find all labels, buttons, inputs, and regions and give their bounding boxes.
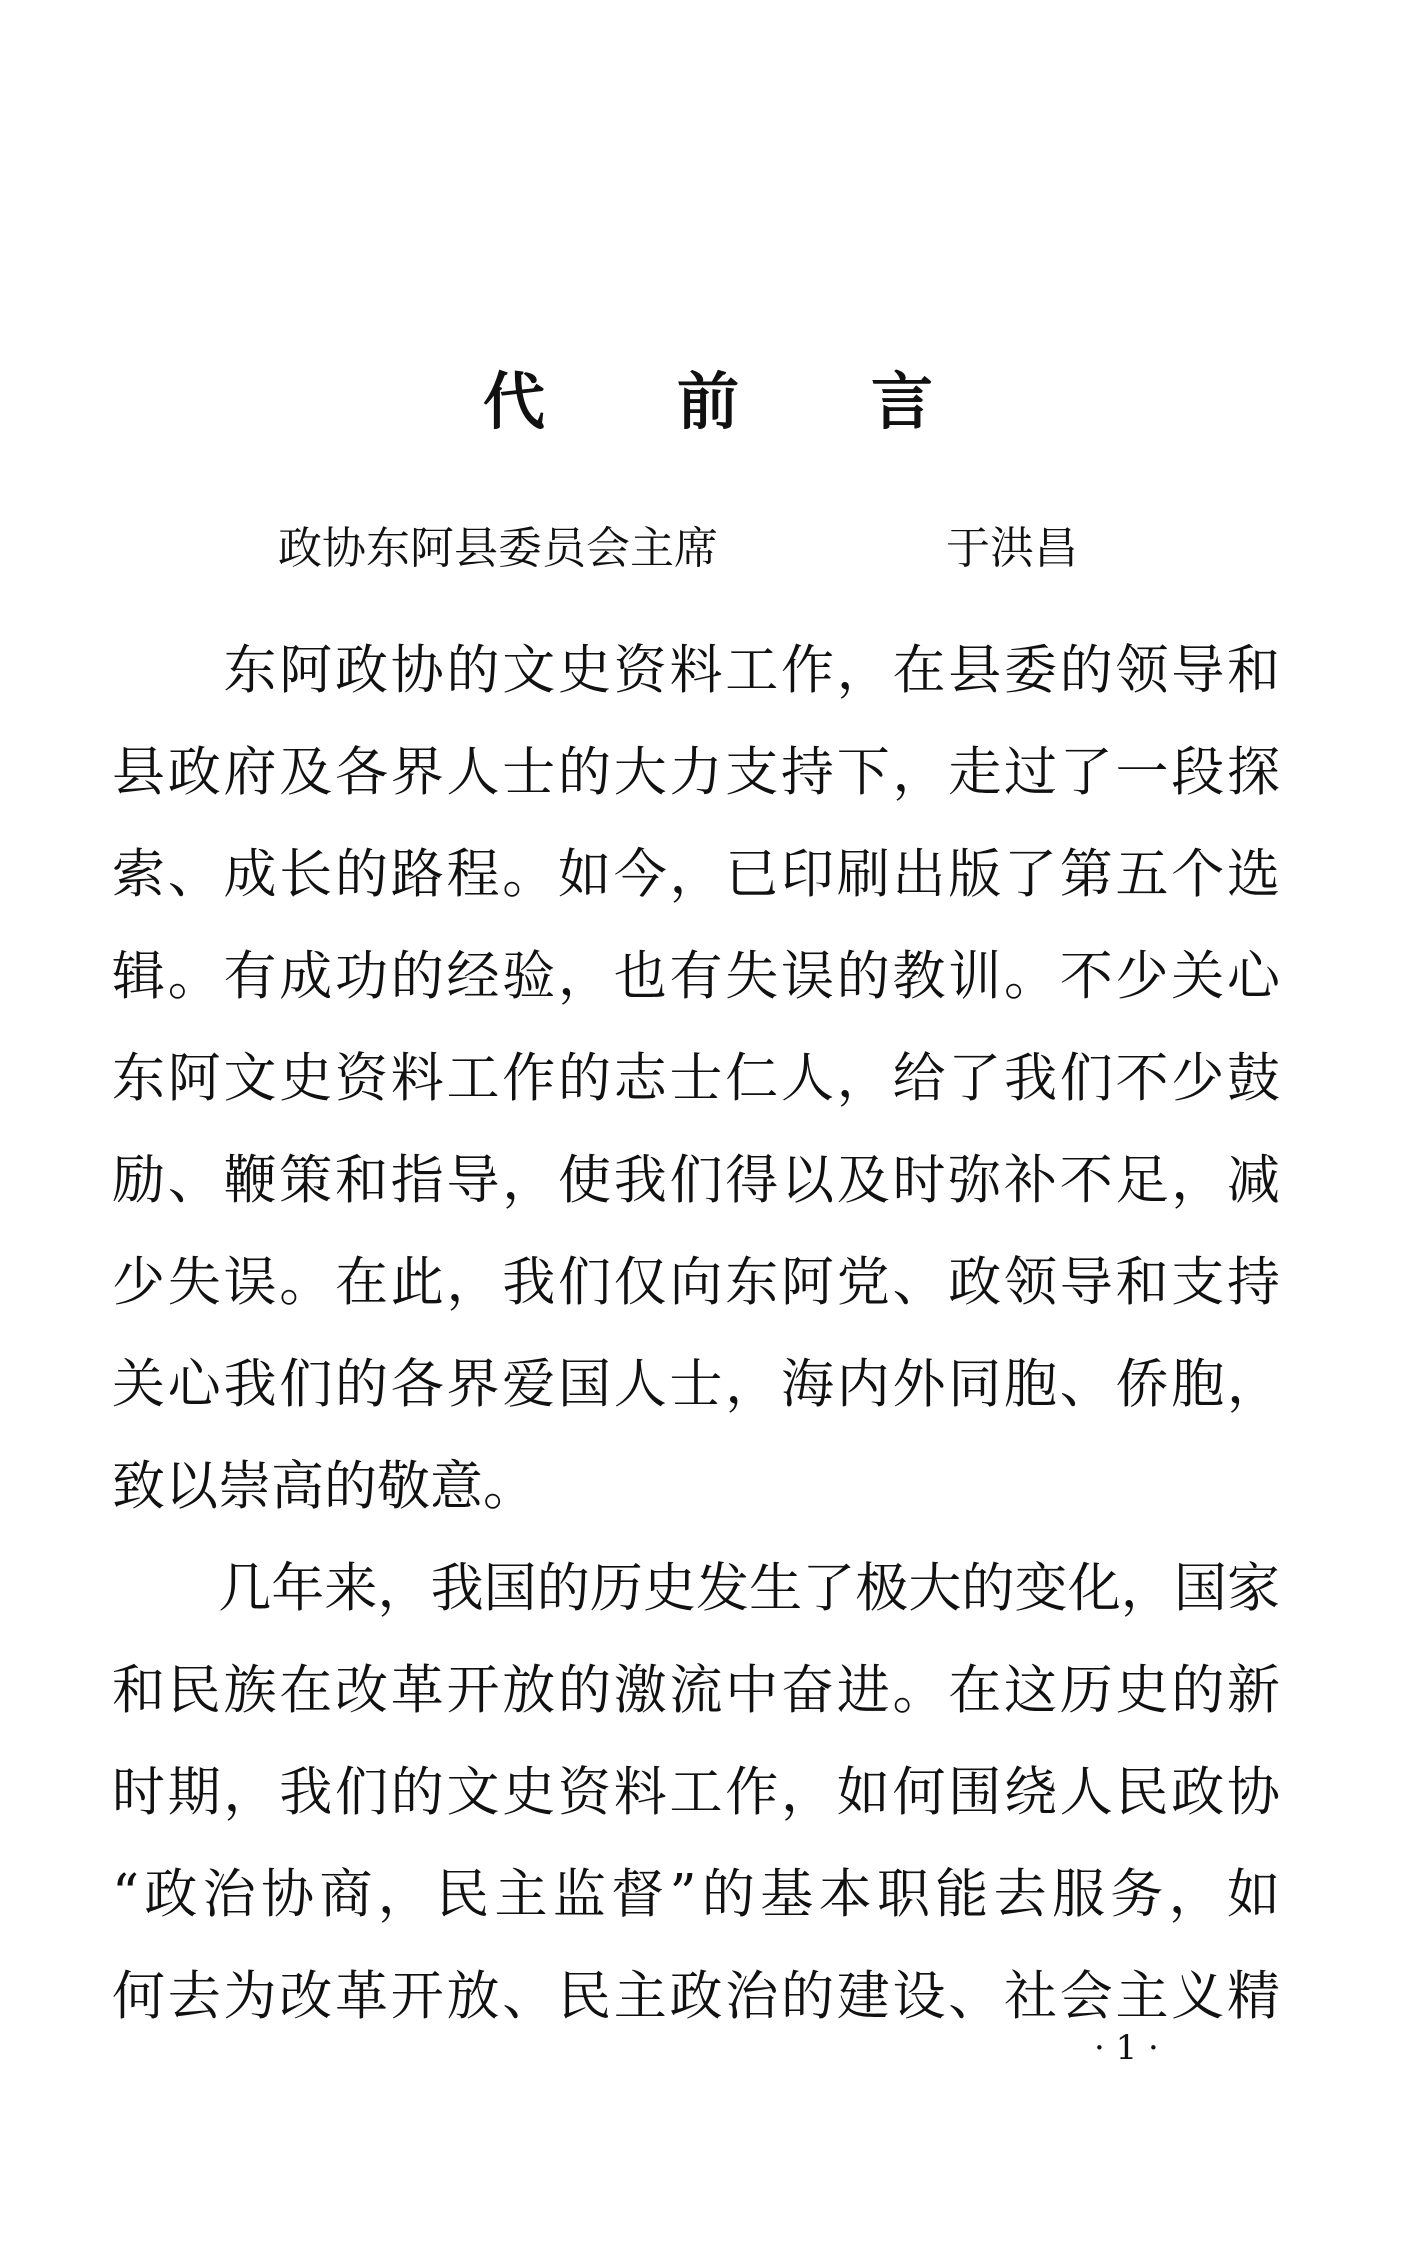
page-number: · 1 · <box>1094 2028 1159 2068</box>
text-line: 县政府及各界人士的大力支持下，走过了一段探 <box>112 742 1280 803</box>
title-char: 言 <box>871 365 934 438</box>
title-char: 代 <box>482 365 545 438</box>
text-line: 辑。有成功的经验，也有失误的教训。不少关心 <box>112 946 1280 1007</box>
text-line: 时期，我们的文史资料工作，如何围绕人民政协 <box>112 1762 1280 1823</box>
text-line: 何去为改革开放、民主政治的建设、社会主义精 <box>112 1966 1280 2027</box>
text-line: 励、鞭策和指导，使我们得以及时弥补不足，减 <box>112 1150 1280 1211</box>
page-title <box>0 352 1416 441</box>
author-name: 于洪昌 <box>946 523 1078 574</box>
title-char: 前 <box>676 365 739 438</box>
text-line: 索、成长的路程。如今，已印刷出版了第五个选 <box>112 844 1280 905</box>
text-line: 致以崇高的敬意。 <box>112 1456 536 1517</box>
text-line: 和民族在改革开放的激流中奋进。在这历史的新 <box>112 1660 1280 1721</box>
author-role: 政协东阿县委员会主席 <box>278 523 718 574</box>
text-line: 少失误。在此，我们仅向东阿党、政领导和支持 <box>112 1252 1280 1313</box>
text-line: 东阿政协的文史资料工作，在县委的领导和 <box>112 640 1280 701</box>
author-byline <box>278 512 1078 576</box>
text-line: 关心我们的各界爱国人士，海内外同胞、侨胞， <box>112 1354 1280 1415</box>
text-line: “政治协商，民主监督”的基本职能去服务，如 <box>112 1864 1280 1925</box>
text-line: 几年来，我国的历史发生了极大的变化，国家 <box>112 1558 1280 1619</box>
text-line: 东阿文史资料工作的志士仁人，给了我们不少鼓 <box>112 1048 1280 1109</box>
